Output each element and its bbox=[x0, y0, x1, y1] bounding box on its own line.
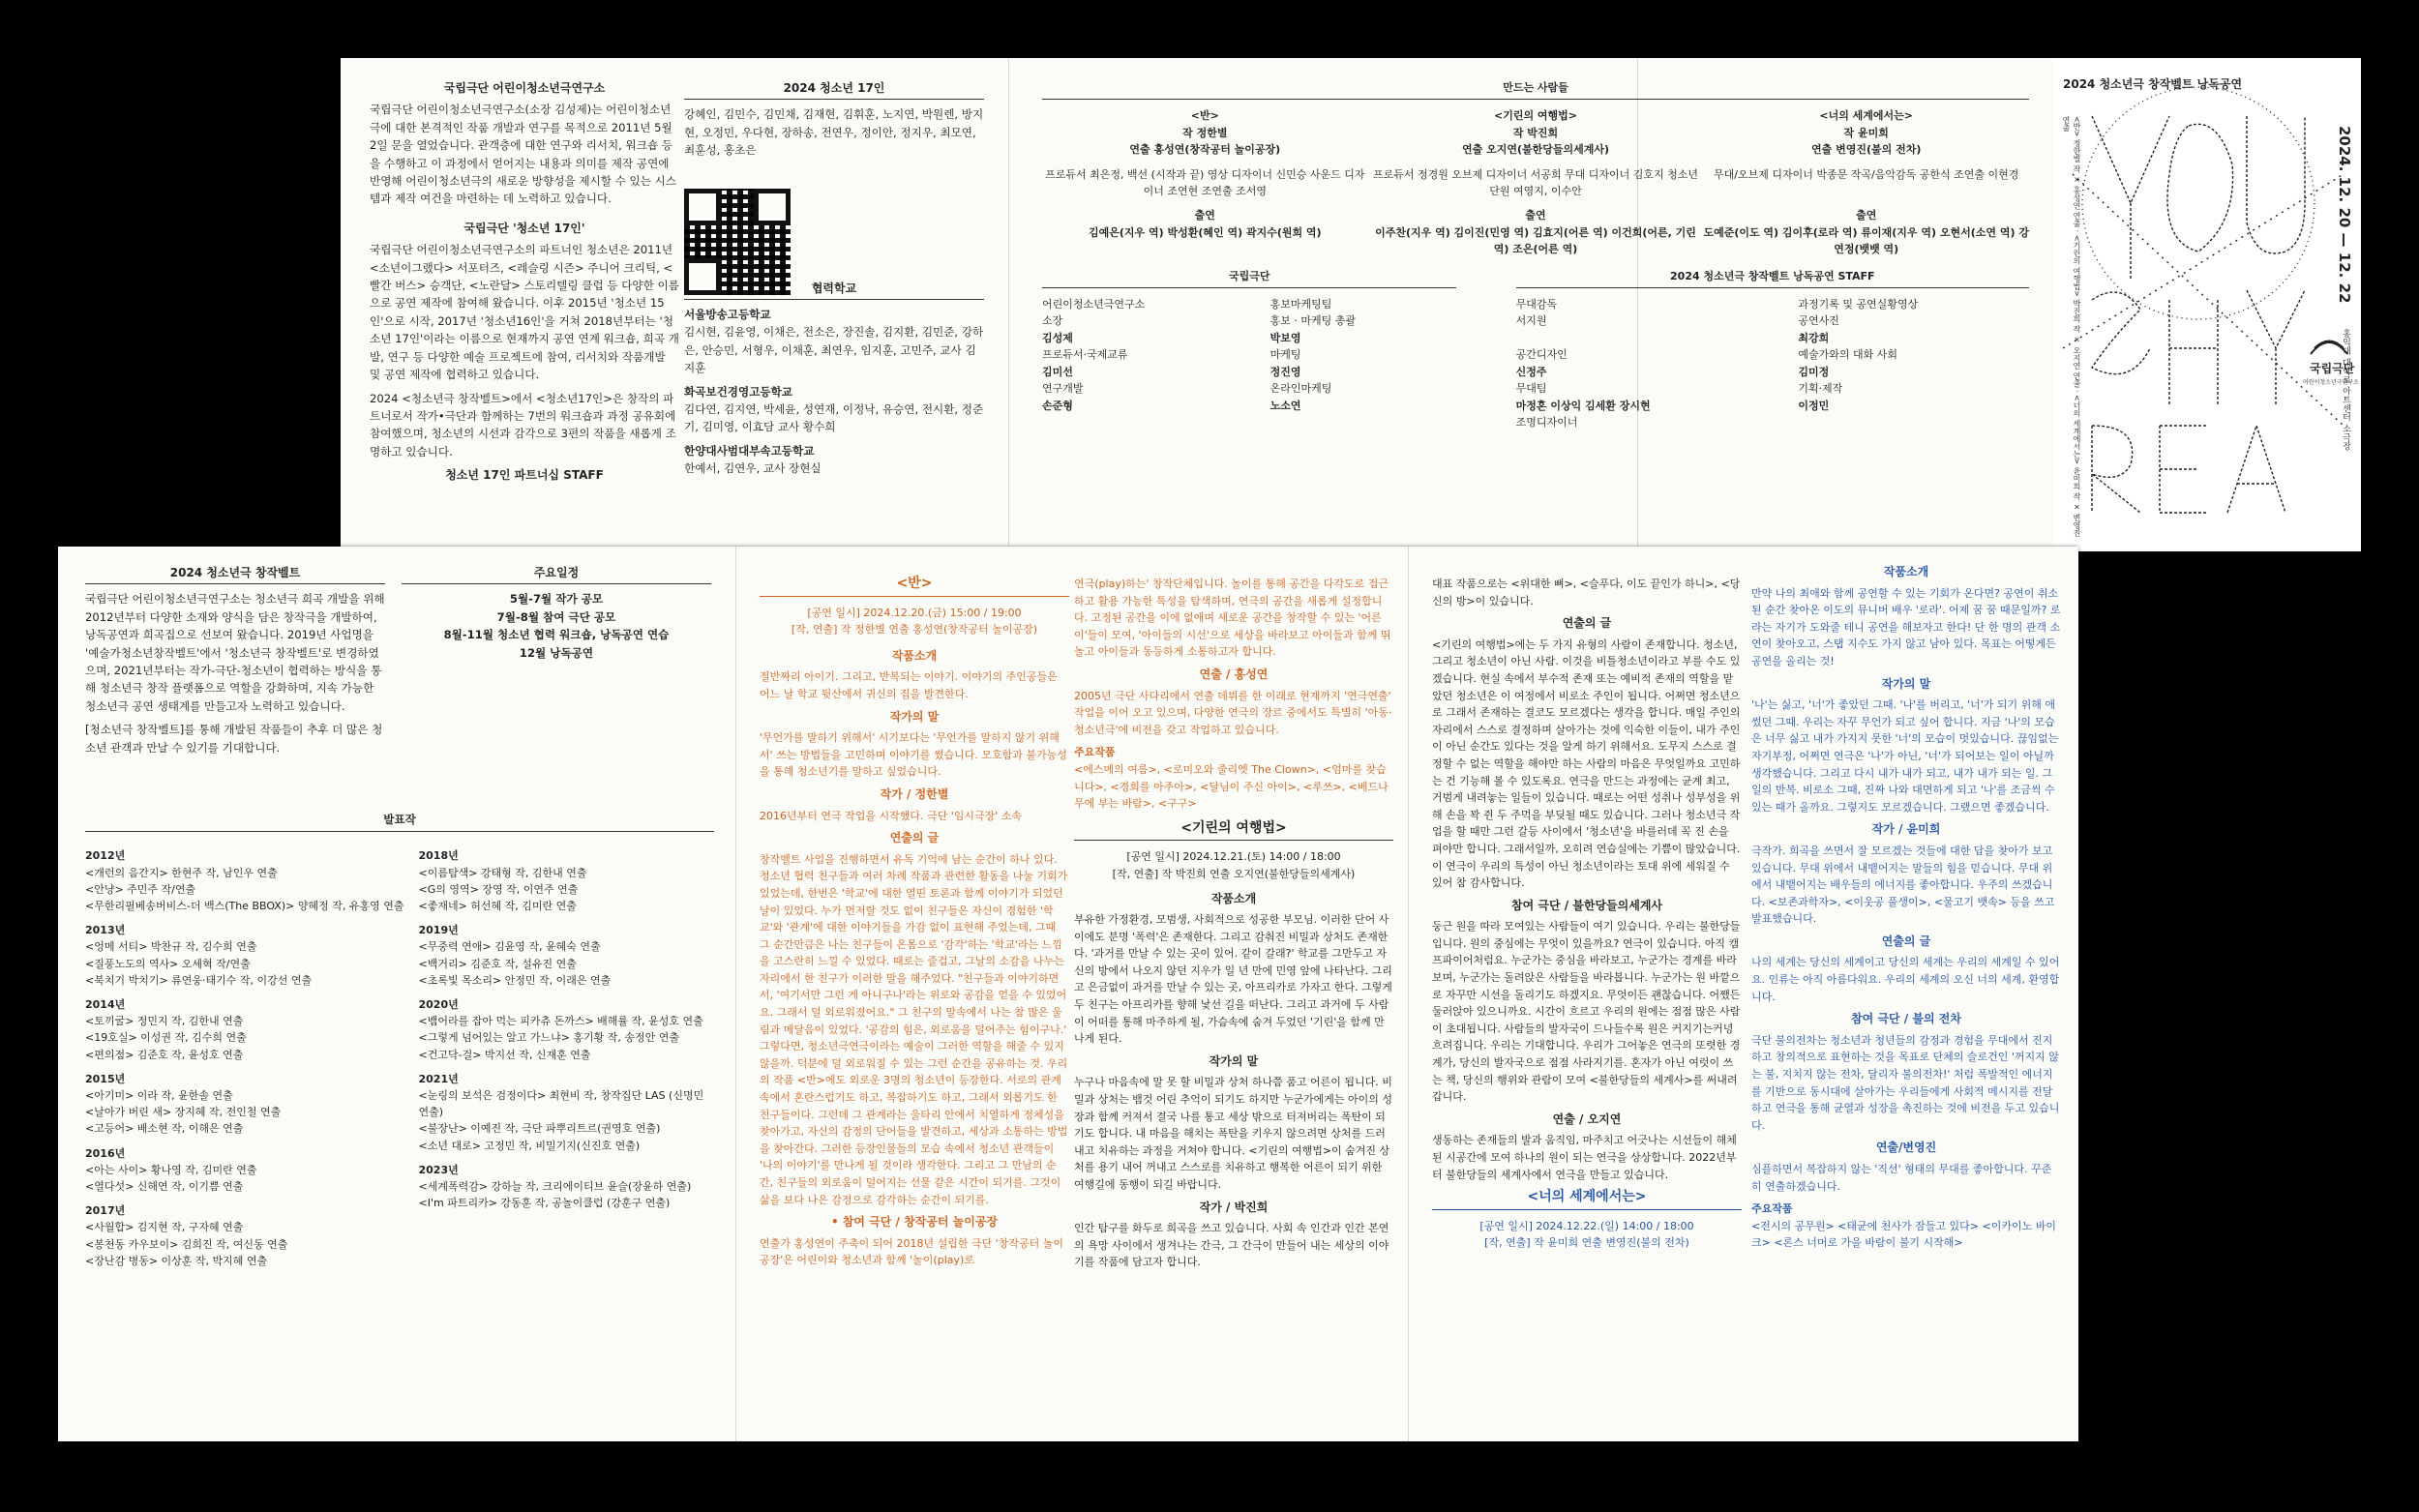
section-heading: 청소년 17인 파트너십 STAFF bbox=[445, 468, 604, 483]
works-item: <안냥> 주민주 작/연출 bbox=[85, 882, 196, 896]
works-item: <I'm 파트리카> 강동훈 작, 공놀이클럽 (강훈구 연출) bbox=[418, 1197, 671, 1210]
staff-cell: 홍보마케팅팀 bbox=[1269, 298, 1332, 311]
subheading: 참여 극단 / 불의 전차 bbox=[1851, 1012, 1961, 1026]
paragraph: 2024 <청소년극 창작벨트>에서 <청소년17인>은 창작의 파트너로서 작가•극단과 함께하는 7번의 워크숍과 과정 공유회에 참여했으며, 청소년의 시선과 감각으로 3편의 작품을 새롭게 조명하고 있습니다. bbox=[370, 391, 676, 459]
staff-cell: 과정기록 및 공연실황영상 bbox=[1798, 298, 1919, 311]
works-year: 2020년 bbox=[418, 998, 459, 1012]
crew: 무대/오브제 디자이너 박종문 작곡/음악감독 공한식 조연출 이현경 bbox=[1714, 167, 2019, 181]
subheading: • 참여 극단 / 창작공터 놀이공장 bbox=[830, 1215, 999, 1230]
subheading: 연출의 글 bbox=[1562, 616, 1612, 631]
subheading: 작가 / 정한별 bbox=[880, 786, 949, 801]
works-item: <아기미> 이라 작, 윤한솔 연출 bbox=[85, 1089, 233, 1103]
school-name: 화곡보건경영고등학교 bbox=[684, 384, 792, 399]
paragraph: <에스메의 여름>, <로미오와 줄리엣 The Clown>, <엄마를 찾습니다>, <경희를 아주아>, <달님이 주신 아이>, <루쓰>, <베드나무에 부는 바람>, <구구> bbox=[1074, 762, 1389, 811]
works-item: <무한리필베송버비스-더 백스(The BBOX)> 양혜정 작, 유홍영 연출 bbox=[85, 900, 404, 913]
staff-row bbox=[1516, 296, 2029, 312]
paragraph: 둥근 원을 따라 모여있는 사람들이 여기 있습니다. 우리는 불한당들입니다. 원의 중심에는 무엇이 있을까요? 연극이 있습니다. 아직 캠프파이어처럼요. 누군가는 중심을 바라보고, 누군가는 경계를 바라보며, 누군가는 돌려앉은 사람들을 바라봅니다. 누군가는 원 바깥으로 자꾸만 시선을 돌리기도 하겠지요. 무엇이든 괜찮습니다. 어쨌든 둘러앉아 있으니까요. 시간이 흐르고 우리의 원에는 점점 많은 사람이 초대됩니다. 사람들의 발자국이 드나들수록 원은 커지기는커녕 흐려집니다. 우리는 기대합니다. 우리가 그어놓은 연극의 또렷한 경계가, 당신의 발자국으로 점점 사라지기를. 혼자가 아닌 여럿이 쓰는 책, 당신의 행위와 관람이 모여 <불한당들의 세계사>를 써내려갑니다. bbox=[1432, 920, 1741, 1104]
front-ban bbox=[760, 576, 1069, 1275]
credits-cast bbox=[1042, 224, 2029, 258]
staff-cell: 온라인마케팅 bbox=[1269, 382, 1332, 396]
performance-credits: [작, 연출] 작 윤미희 연출 변영진(불의 전차) bbox=[1484, 1236, 1689, 1250]
staff-org bbox=[1042, 268, 1456, 431]
section-heading: 만드는 사람들 bbox=[1042, 79, 2029, 100]
staff-row bbox=[1516, 398, 2029, 414]
staff-cell: 정진영 bbox=[1269, 365, 1301, 378]
schedule-item: 8월-11월 청소년 협력 워크숍, 낭독공연 연습 bbox=[443, 628, 670, 642]
staff-row bbox=[1516, 330, 2029, 346]
works-year: 2021년 bbox=[418, 1072, 459, 1085]
subheading: 작가의 말 bbox=[1209, 1053, 1259, 1068]
staff-production bbox=[1516, 268, 2029, 431]
back-col-credits bbox=[1042, 79, 2029, 430]
works-left bbox=[85, 840, 412, 1269]
fold-line bbox=[735, 547, 736, 1441]
works-item: <19호실> 이성권 작, 김수희 연출 bbox=[85, 1031, 247, 1045]
works-item: <장난감 병동> 이상훈 작, 박지혜 연출 bbox=[85, 1254, 268, 1267]
fold-line bbox=[1408, 547, 1409, 1441]
paragraph: 2005년 극단 사다리에서 연출 데뷔를 한 이래로 현재까지 '연극연출' 작업을 이어 오고 있으며, 다양한 연극의 장르 중에서도 특별히 '아동·청소년극'에 비전을 갖고 작업하고 있습니다. bbox=[1074, 689, 1392, 736]
works-item: <눈링의 보석은 검정이다> 최현비 작, 창작집단 LAS (신명민 연출) bbox=[418, 1089, 704, 1119]
section-heading: 2024 청소년 17인 bbox=[684, 79, 984, 100]
schedule-item: 7월-8월 참여 극단 공모 bbox=[496, 609, 616, 624]
works-year: 2012년 bbox=[85, 849, 126, 863]
paragraph: 창작벨트 사업을 진행하면서 유독 기억에 남는 순간이 하나 있다. 청소년 협력 친구들과 여러 차례 작품과 관련한 활동을 나눌 기회가 있었는데, 한번은 '학교'에 대한 열띤 토론과 함께 이야기가 되었던 날이 있었다. 누가 먼저랄 것도 없이 친구들은 자신이 경험한 '학교'와 '관계'에 대한 이야기들을 가감 없이 표현해 주었는데, 그때 그 순간만큼은 나는 친구들이 온몸으로 '감각'하는 '학교'라는 느낌을 고스란히 느낄 수 있었다. 때로는 즐겁고, 그날의 소감을 나누는 자리에서 한 친구가 이러한 말을 해주었다. "친구들과 이야기하면서, '여기서만 그런 게 아니구나'라는 위로와 공감을 얻을 수 있었어요. 그래서 덜 외로워졌어요." 그 친구의 말속에서 나는 참 많은 울림과 메달음이 있었다. '공감의 힘은, 외로움을 덜어주는 힘이구나.' 그렇다면, 청소년극연극이라는 예술이 그러한 역할을 해줄 수 있지 않을까. 덕분에 덜 외로워질 수 있는 그런 순간을 공유하는 것. 우리의 작품 <반>에도 외로운 3명의 청소년이 등장한다. 서로의 관계 속에서 혼란스럽기도 하고, 복잡하기도 하고, 그래서 외롭기도 한 친구들이다. 그런데 그 관계라는 울타리 안에서 치열하게 정체성을 찾아가고, 자신의 감정의 단어들을 발견하고, 세상과 소통하는 방법을 찾아간다. 그러한 등장인물들의 모습 속에서 청소년 관객들이 '나의 이야기'를 만나게 될 것이라 생각한다. 그리고 그 만남의 순간, 친구들의 외로움이 덜어지는 선물 같은 시간이 되기를. 그것이 삶을 보다 나은 감정으로 감각하는 순간이 되기를. bbox=[760, 852, 1068, 1206]
staff-row bbox=[1516, 364, 2029, 380]
staff-cell: 최강희 bbox=[1798, 331, 1830, 344]
subheading: 작가의 말 bbox=[889, 709, 940, 724]
works-item: <G의 영역> 장영 작, 이연주 연출 bbox=[418, 882, 579, 896]
staff-cell: 노소연 bbox=[1269, 399, 1301, 412]
qr-finder bbox=[684, 258, 721, 295]
staff-cell: 공연사진 bbox=[1798, 314, 1839, 328]
credits-crew bbox=[1042, 166, 2029, 200]
works-item: <개런의 음간지> 한현주 작, 남인우 연출 bbox=[85, 866, 278, 879]
staff-row bbox=[1042, 346, 1456, 363]
writer: 작 윤미희 bbox=[1843, 126, 1889, 139]
staff-cell: 김미선 bbox=[1042, 365, 1073, 378]
staff-row bbox=[1042, 296, 1456, 312]
member-list: 강혜인, 김민수, 김민채, 김재현, 김휘훈, 노지연, 박원렌, 방지현, 오정민, 우다현, 장하송, 전연우, 정이안, 정지우, 최모연, 최훈성, 홍초은 bbox=[684, 107, 984, 158]
works-year: 2017년 bbox=[85, 1204, 126, 1218]
director: 연출 오지연(불한당들의세계사) bbox=[1461, 143, 1610, 157]
paragraph: [청소년극 창작벨트]를 통해 개발된 작품들이 추후 더 많은 청소년 관객과 만날 수 있기를 기대합니다. bbox=[85, 723, 383, 755]
fold-line bbox=[1008, 58, 1009, 551]
front-your-world bbox=[1751, 564, 2061, 1258]
paragraph: 인간 탐구를 화두로 희곡을 쓰고 있습니다. 사회 속 인간과 인간 본연의 욕망 사이에서 생겨나는 간극, 그 간극이 만들어 내는 세상의 이야기를 작품에 담고자 합니다. bbox=[1074, 1222, 1389, 1269]
staff-row bbox=[1042, 312, 1456, 329]
qr-code[interactable] bbox=[684, 189, 791, 295]
staff-row bbox=[1516, 414, 2029, 430]
paragraph: <전시의 공무원> <태균에 천사가 잠들고 있다> <이카이노 바이크> <론스 너머로 가을 바람이 불기 시작해> bbox=[1751, 1219, 2056, 1250]
staff-row bbox=[1516, 312, 2029, 329]
paragraph: 만약 나의 최애와 함께 공연할 수 있는 기회가 온다면? 공연이 취소된 순간 찾아온 이도의 뮤니버 배우 '로라'. 어제 꿈 꿈 때문일까? 로라는 자기가 도와줄 테니 공연을 해보자고 한다! 단 한 명의 관객 소연이 찾아오고, 스탭 지수도 가지 않고 남아 있다. 목표는 어떻게든 공연을 올리는 것! bbox=[1751, 586, 2061, 667]
subheading: 참여 극단 / 불한당들의세계사 bbox=[1510, 898, 1663, 912]
subheading: 작가 / 박진희 bbox=[1199, 1200, 1269, 1214]
paragraph: 생동하는 존재들의 발과 움직임, 마주치고 어긋나는 시선들이 해체된 시공간에 모여 하나의 원이 되는 연극을 상상합니다. 2022년부터 불한당들의 세계사에서 연극을 만들고 있습니다. bbox=[1432, 1134, 1737, 1181]
subheading: 작가의 말 bbox=[1881, 676, 1931, 691]
works-year: 2014년 bbox=[85, 998, 126, 1012]
performance-date: [공연 일시] 2024.12.21.(토) 14:00 / 18:00 bbox=[1126, 850, 1341, 864]
front-giraffe-cont bbox=[1432, 576, 1742, 1252]
works-item: <백거리> 김준호 작, 설유진 연출 bbox=[418, 957, 577, 970]
writer: 작 정한별 bbox=[1182, 126, 1228, 139]
staff-heading: 2024 청소년극 창작벨트 낭독공연 STAFF bbox=[1516, 268, 2029, 288]
works-right bbox=[419, 840, 715, 1269]
work-title: <반> bbox=[1190, 109, 1219, 123]
staff-cell: 신정주 bbox=[1515, 365, 1547, 378]
paragraph: 국립극단 어린이청소년극연구소의 파트너인 청소년은 2011년 <소년이그랬다> 서포터즈, <레슬링 시즌> 주니어 크리틱, <빨간 버스> 승객단, <노란달> 스토리텔링 클럽 등 다양한 이름으로 공연 제작에 참여해 왔습니다. 이후 2015년 '청소년 15인'으로 시작, 2017년 '청소년16인'을 거쳐 2018년부터는 '청소년 17인'이라는 이름으로 현재까지 공연 연계 워크숍, 희곡 개발, 연구 등 다양한 예술 프로젝트에 참여, 리서치와 작품개발 및 공연 제작에 협력하고 있습니다. bbox=[370, 243, 679, 382]
crew: 프로듀서 정경원 오브제 디자이너 서공희 무대 디자이너 김호지 청소년단원 여영지, 이수안 bbox=[1372, 167, 1699, 198]
performance-credits: [작, 연출] 작 정한별 연출 홍성연(창작공터 놀이공장) bbox=[791, 623, 1038, 637]
subheading: 연출의 글 bbox=[1881, 934, 1931, 948]
staff-cell: 무대감독 bbox=[1515, 298, 1558, 311]
subheading: 연출/변영진 bbox=[1875, 1141, 1937, 1155]
paragraph: 극작가. 희곡을 쓰면서 잘 모르겠는 것들에 대한 답을 찾아가 보고 있습니다. 무대 위에서 내뱉어지는 말들의 힘을 믿습니다. 무대 위에서 내뱉어지는 배우들의 에너지를 좋아합니다. 우주의 쓰겠습니다. <보존과학자>, <이웃공 풀생이>, <물고기 뱃속> 등을 쓰고 발표했습니다. bbox=[1751, 844, 2055, 926]
works-item: <편의점> 김준호 작, 윤성호 연출 bbox=[85, 1048, 244, 1061]
credits-directors bbox=[1042, 141, 2029, 158]
poster-lettering-art bbox=[2053, 58, 2361, 551]
front-giraffe bbox=[1074, 576, 1393, 1277]
crew: 프로듀서 최은정, 백선 (시작과 끝) 영상 디자이너 신민승 사운드 디자이너 조연현 조연출 조서영 bbox=[1045, 167, 1365, 198]
poster-panel bbox=[2053, 58, 2361, 551]
subheading: 작품소개 bbox=[891, 648, 938, 663]
poster-dates: 2024. 12. 20 — 12. 22 bbox=[2336, 126, 2353, 304]
writer: 작 박진희 bbox=[1512, 126, 1559, 139]
works-item: <불장난> 이예진 작, 극단 파뿌리트르(권영호 연출) bbox=[418, 1122, 661, 1136]
works-year: 2013년 bbox=[85, 924, 126, 937]
paragraph: '무언가를 말하기 위해서' 시기보다는 '무언가를 말하지 않기 위해서' 쓰는 방법들을 고민하며 이야기를 썼습니다. 모호함과 불가능성을 통해 청소년기를 말하고 싶었습니다. bbox=[760, 731, 1067, 779]
paragraph: 국립극단 어린이청소년극연구소(소장 김성제)는 어린이청소년극에 대한 본격적인 작품 개발과 연구를 목적으로 2011년 5월 2일 문을 열었습니다. 관객층에 대한 연구와 리서치, 워크숍 등을 수행하고 이 과정에서 얻어지는 내용과 의미를 제작 공연에 반영해 어린이청소년극의 새로운 방향성을 제시할 수 있는 시스템과 제작 여건을 마련하는 데 노력하고 있습니다. bbox=[370, 103, 676, 206]
subheading: 연출의 글 bbox=[889, 831, 940, 845]
schedule-list bbox=[402, 590, 711, 662]
performance-date: [공연 일시] 2024.12.20.(금) 15:00 / 19:00 bbox=[807, 606, 1022, 619]
staff-cell: 공간디자인 bbox=[1515, 348, 1568, 362]
staff-cell: 김성제 bbox=[1042, 331, 1073, 344]
back-col-lab bbox=[370, 79, 679, 489]
cast-list: 도예준(이도 역) 김이후(로라 역) 류이재(지우 역) 오현서(소연 역) 강연정(뱃뱃 역) bbox=[1703, 225, 2029, 256]
subheading: 연출 / 홍성연 bbox=[1199, 667, 1269, 681]
works-item: <열다섯> 신해연 작, 이기쁨 연출 bbox=[85, 1180, 244, 1194]
poster-venue: 홍익대 대학로 아트센터 소극장 bbox=[2341, 329, 2350, 451]
cast-label: 출연 bbox=[1525, 209, 1546, 222]
paragraph: 절반짜리 아이기. 그리고, 반복되는 이야기. 이야기의 주인공들은 어느 날 학교 뒷산에서 귀신의 집을 발견한다. bbox=[760, 670, 1058, 700]
staff-row bbox=[1042, 398, 1456, 414]
credits-titles bbox=[1042, 107, 2029, 124]
performance-credits: [작, 연출] 작 박진희 연출 오지연(불한당들의세계사) bbox=[1112, 867, 1356, 880]
staff-row bbox=[1042, 330, 1456, 346]
staff-cell: 무대팀 bbox=[1515, 382, 1547, 396]
works-item: <무중력 연애> 김윤영 작, 윤혜숙 연출 bbox=[418, 940, 601, 954]
subheading: 작품소개 bbox=[1883, 565, 1929, 578]
staff-cell: 기획·제작 bbox=[1798, 382, 1843, 396]
school-members: 김시현, 김윤영, 이채은, 전소은, 장진솔, 김지환, 김민준, 강하은, 안승민, 서형우, 이채훈, 최연우, 임지훈, 고민주, 교사 김지훈 bbox=[684, 325, 984, 375]
subheading: 작품소개 bbox=[1210, 891, 1257, 905]
works-item: <봉천동 카우보이> 김희진 작, 여신동 연출 bbox=[85, 1237, 288, 1251]
work-title: <너의 세계에서는> bbox=[1819, 109, 1914, 123]
staff-cell: 프로듀서·국제교류 bbox=[1042, 348, 1128, 362]
section-heading: 주요일정 bbox=[402, 564, 711, 584]
section-heading: 국립극단 '청소년 17인' bbox=[463, 221, 585, 235]
works-year: 2015년 bbox=[85, 1072, 126, 1085]
staff-cell: 김미정 bbox=[1798, 365, 1830, 378]
paragraph: <기린의 여행법>에는 두 가지 유형의 사람이 존재합니다. 청소년, 그리고 청소년이 아닌 사람. 이것을 비틀청소년이라고 부를 수도 있겠습니다. 현실 속에서 부수적 존재 또는 예비적 존재의 역할을 맡았던 청소년은 이 여정에서 비로소 주인이 됩니다. 어쩌면 청소년으로 그래서 존재하는 결코도 모르겠다는 생각을 합니다. 매일 주인의 자리에서 스스로 결정하며 살아가는 것에 익숙한 이들이, 내가 주인이 아닌 순간도 있다는 것을 알게 하기 위해서요. 도무지 스스로 결정할 수 없는 역할을 해야만 하는 사람의 마음은 무엇일까요 고민하는 건 기능해 볼 수 있도록요. 연극을 만드는 과정에는 균계 최고, 거범게 내려놓는 일들이 있습니다. 때로는 어떤 성취나 성부성을 위해 손을 꽉 쥔 두 주먹을 부딪될 때도 있습니다. 그러나 청소년극 작업을 할 때만 그런 갈등 사이에서 '청소년'을 바를러데 꼭 진 손을 펴야만 합니다. 그래서일까, 오히려 연습실에는 기쁨이 많았습니다. 이 연극이 우리의 특성이 아닌 청소년이라는 토대 위에 세워질 수 있어 참 감사합니다. bbox=[1432, 637, 1741, 890]
paragraph: 누구나 마음속에 말 못 할 비밀과 상처 하나쯤 품고 어른이 됩니다. 비밀과 상처는 뱀것 어린 추억이 되기도 하지만 누군가에게는 아이의 성장과 함께 커져서 결국 나를 통고 세상 밖으로 터져버리는 폭탄이 되기도 합니다. 내 마음을 해치는 폭탄을 키우지 않으려면 상처를 드러내고 치유하는 과정을 거쳐야 합니다. <기린의 여행법>이 숨겨진 상처를 용기 내어 꺼내고 스스로를 치유하고 행복한 어른이 되기 위한 여행길에 동행이 되길 바랍니다. bbox=[1074, 1076, 1392, 1191]
staff-cell: 소장 bbox=[1042, 314, 1063, 328]
staff-cell bbox=[1516, 330, 1799, 346]
staff-table bbox=[1516, 296, 2029, 430]
works-item: <엉메 서티> 박찬규 작, 김수희 연출 bbox=[85, 940, 257, 954]
works-item: <뱀어라를 잡아 먹는 피카츄 돈까스> 배해률 작, 윤성호 연출 bbox=[418, 1015, 703, 1028]
works-item: <사월합> 김지현 작, 구자혜 연출 bbox=[85, 1221, 244, 1234]
paragraph: 연출가 홍성연이 주축이 되어 2018년 설립한 극단 '창작공터 놀이공장'은 어린이와 청소년과 함께 '놀이(play)로 bbox=[760, 1236, 1064, 1267]
staff-heading: 국립극단 bbox=[1042, 268, 1456, 288]
paragraph: 대표 작품으로는 <위대한 뼈>, <슬푸다, 이도 끝인가 하니>, <당신의 방>이 있습니다. bbox=[1432, 578, 1741, 608]
subheading: 주요작품 bbox=[1751, 1202, 1793, 1216]
works-item: <이름탐색> 강태형 작, 김한내 연출 bbox=[418, 866, 587, 879]
section-heading: 발표작 bbox=[85, 811, 714, 832]
cast-label: 출연 bbox=[1194, 209, 1215, 222]
staff-cell: 마정혼 이상익 김세환 장시현 bbox=[1515, 399, 1651, 412]
staff-row bbox=[1042, 380, 1456, 397]
works-item: <세계폭력감> 강하늘 작, 크리에이티브 윤슬(장윤하 연출) bbox=[418, 1180, 692, 1194]
paragraph: 나의 세계는 당신의 세계이고 당신의 세계는 우리의 세계일 수 있어요. 인류는 아직 아름다워요. 우리의 세계의 오신 너의 세계, 환영합니다. bbox=[1751, 956, 2060, 1003]
works-year: 2023년 bbox=[418, 1163, 459, 1176]
paragraph: 극단 불의전차는 청소년과 청년들의 감정과 경험을 무대에서 진지하고 창의적으로 표현하는 것을 목표로 단체의 슬로건인 '꺼지지 않는 불, 지치지 않는 전차, 달리자 불의전차!' 처럼 폭발적인 에너지를 기반으로 동시대에 살아가는 우리들에게 사회적 메시지를 전달하고 연극을 통해 균열과 성장을 촉진하는 것에 비전을 두고 있습니다. bbox=[1751, 1033, 2060, 1132]
poster-label: 2024 청소년극 창작벨트 낭독공연 bbox=[2063, 77, 2243, 91]
front-leaflet-sheet bbox=[58, 547, 2078, 1441]
poster-logo: 국립극단 bbox=[2310, 362, 2355, 375]
paragraph: 연극(play)하는' 창작단체입니다. 놀이를 통해 공간을 다각도로 접근하고 활용 가능한 특성을 탐색하며, 연극의 공간을 새롭게 설정합니다. 고정된 공간을 이에 없애며 새로운 공간을 창작할 수 있는 '어른이'들이 모여, '아이들의 시선'으로 세상을 바라보고 아이들과 함께 뛰놀고 아이들과 동등하게 소통하고자 합니다. bbox=[1074, 578, 1391, 659]
works-columns bbox=[85, 840, 714, 1269]
works-item: <아는 사이> 황나영 작, 김미란 연출 bbox=[85, 1163, 257, 1176]
staff-row bbox=[1516, 380, 2029, 397]
works-item: <초록빛 목소리> 안정민 작, 이래은 연출 bbox=[418, 973, 612, 987]
school-name: 한양대사범대부속고등학교 bbox=[684, 443, 815, 458]
poster-works: <반> 정한별 작 × 홍성연 연출 · <기린의 여행법> 박진희 작 × 오지연 연출 · <너의 세계에서는> 윤미희 작 × 변영진 연출 bbox=[2062, 116, 2081, 538]
works-item: <소년 대로> 고정민 작, 비밀기지(신진호 연출) bbox=[418, 1139, 641, 1152]
works-item: <고등어> 배소현 작, 이해은 연출 bbox=[85, 1122, 244, 1136]
work-heading: <기린의 여행법> bbox=[1074, 820, 1393, 842]
works-year: 2019년 bbox=[418, 924, 459, 937]
cast-list: 이주찬(지우 역) 김이진(민영 역) 김효지(어른 역) 이건희(어른, 기린 역) 조은(어른 역) bbox=[1375, 225, 1696, 256]
works-item: <질풍노도의 역사> 오세혁 작/연출 bbox=[85, 957, 251, 970]
staff-cell: 어린이청소년극연구소 bbox=[1042, 298, 1146, 311]
paragraph: 심플하면서 복잡하지 않는 '직선' 형태의 무대를 좋아합니다. 꾸준히 연출하겠습니다. bbox=[1751, 1163, 2052, 1193]
front-schedule bbox=[402, 564, 711, 662]
work-heading: <너의 세계에서는> bbox=[1432, 1189, 1742, 1210]
credits-writers bbox=[1042, 125, 2029, 141]
staff-row bbox=[1516, 346, 2029, 363]
work-heading: <반> bbox=[760, 576, 1069, 597]
school-name: 서울방송고등학교 bbox=[684, 308, 771, 322]
staff-cell: 조명디자이너 bbox=[1515, 415, 1578, 429]
staff-cell: 서지원 bbox=[1515, 314, 1547, 328]
paragraph: 2016년부터 연극 작업을 시작했다. 극단 '임시극장' 소속 bbox=[760, 809, 1023, 822]
cast-list: 김예은(지우 역) 박성환(혜인 역) 곽지수(원희 역) bbox=[1089, 225, 1322, 239]
school-members: 김다연, 김지연, 박세윤, 성연재, 이정낙, 유승연, 전시환, 정준기, 김미영, 이효담 교사 황수희 bbox=[684, 402, 984, 434]
staff-cell: 연구개발 bbox=[1042, 382, 1084, 396]
staff-cell: 손준형 bbox=[1042, 399, 1073, 412]
paragraph: 국립극단 어린이청소년극연구소는 청소년극 희곡 개발을 위해 2012년부터 다양한 소재와 양식을 담은 창작극을 개발하여, 낭독공연과 희곡집으로 선보여 왔습니다. 2019년 사업명을 '예술가청소년창작벨트'에서 '청소년극 창작벨트'로 변경하였으며, 2021년부터는 작가-극단-청소년이 협력하는 방식을 통해 청소년극 창작 플랫폼으로 역할을 강화하며, 지속 가능한 청소년극 공연 생태계를 만들고자 노력하고 있습니다. bbox=[85, 592, 385, 713]
subheading: 작가 / 윤미희 bbox=[1871, 822, 1941, 837]
cast-label: 출연 bbox=[1856, 209, 1877, 222]
back-leaflet-sheet bbox=[341, 58, 2361, 551]
works-item: <좋재네> 허선혜 작, 김미란 연출 bbox=[418, 900, 577, 913]
staff-cell: 이정민 bbox=[1798, 399, 1830, 412]
section-heading: 협력학교 bbox=[684, 280, 984, 300]
staff-area bbox=[1042, 268, 2029, 431]
front-works bbox=[85, 811, 714, 1269]
staff-cell: 예술가와의 대화 사회 bbox=[1798, 348, 1897, 362]
works-item: <토끼굴> 정민지 작, 김한내 연출 bbox=[85, 1015, 244, 1028]
subheading: 주요작품 bbox=[1074, 746, 1116, 759]
schedule-item: 5월-7월 작가 공모 bbox=[509, 592, 604, 607]
section-heading: 2024 청소년극 창작벨트 bbox=[85, 564, 385, 584]
subheading: 연출 / 오지연 bbox=[1552, 1112, 1622, 1126]
works-item: <북치기 박치기> 류연웅·태기수 작, 이강선 연출 bbox=[85, 973, 313, 987]
works-item: <그렇게 넘어있는 알고 가느냐> 홍기황 작, 송정안 연출 bbox=[418, 1031, 680, 1045]
staff-table bbox=[1042, 296, 1456, 414]
works-item: <건고닥-걸> 박지선 작, 신재훈 연출 bbox=[418, 1048, 591, 1061]
works-year: 2018년 bbox=[418, 849, 459, 863]
staff-cell: 마케팅 bbox=[1269, 348, 1301, 362]
director: 연출 홍성연(창작공터 놀이공장) bbox=[1129, 143, 1281, 157]
front-intro bbox=[85, 564, 385, 762]
staff-cell: 박보영 bbox=[1269, 331, 1301, 344]
director: 연출 변영진(불의 전차) bbox=[1811, 143, 1922, 157]
works-item: <날아가 버린 새> 장지혜 작, 전인철 연출 bbox=[85, 1106, 282, 1119]
work-title: <기린의 여행법> bbox=[1493, 109, 1578, 123]
staff-row bbox=[1042, 364, 1456, 380]
section-heading: 국립극단 어린이청소년극연구소 bbox=[443, 81, 606, 95]
credits-cast-label bbox=[1042, 207, 2029, 223]
paragraph: 부유한 가정환경, 모범생, 사회적으로 성공한 부모님. 이러한 단어 사이에도 분명 '폭력'은 존재한다. 그리고 감춰진 비밀과 상처도 존재한다. '과거를 만날 수 있는 곳이 있어. 같이 갈래?' 학교를 그만두고 자신의 방에서 나오지 않던 지우가 일 년 만에 민영 앞에 나타난다. 그리고 은금없이 과거를 만날 수 있는 곳, 아프리카로 가자고 한다. 그렇게 두 친구는 아프리카를 향해 낯선 길을 떠난다. 그리고 과거에 두 사람이 어떠를 통해 마주하게 될, 가슴속에 숨겨 두었던 '기린'을 함께 만나게 된다. bbox=[1074, 913, 1392, 1046]
works-year: 2016년 bbox=[85, 1146, 126, 1160]
school-members: 한예서, 김연우, 교사 장현실 bbox=[684, 461, 821, 476]
paragraph: '나'는 싫고, '너'가 좋았던 그때. '나'를 버리고, '너'가 되기 위해 애썼던 그때. 우리는 자꾸 무언가 되고 싶어 합니다. 지금 '나'의 모습은 너무 싫고 내가 가지지 못한 '너'의 모습이 멋있습니다. 끊임없는 자기부정, 어쩌면 연극은 '나'가 아닌, '너'가 되어보는 일이 아닐까 생각했습니다. 그리고 다시 내가 내가 되고, 내가 내가 되는 일. 그 일의 반복. 비로소 그때, 진짜 나와 대면하게 되고 '나'를 조금씩 수 있는 때가 올까요. 그렇지도 모르겠습니다. 그랬으면 좋겠습니다. bbox=[1751, 698, 2059, 814]
staff-cell: 홍보 · 마케팅 총괄 bbox=[1269, 314, 1356, 328]
schedule-item: 12월 낭독공연 bbox=[519, 645, 594, 660]
performance-date: [공연 일시] 2024.12.22.(일) 14:00 / 18:00 bbox=[1479, 1219, 1694, 1232]
poster-logo-sub: 어린이청소년극연구소 bbox=[2303, 379, 2359, 386]
